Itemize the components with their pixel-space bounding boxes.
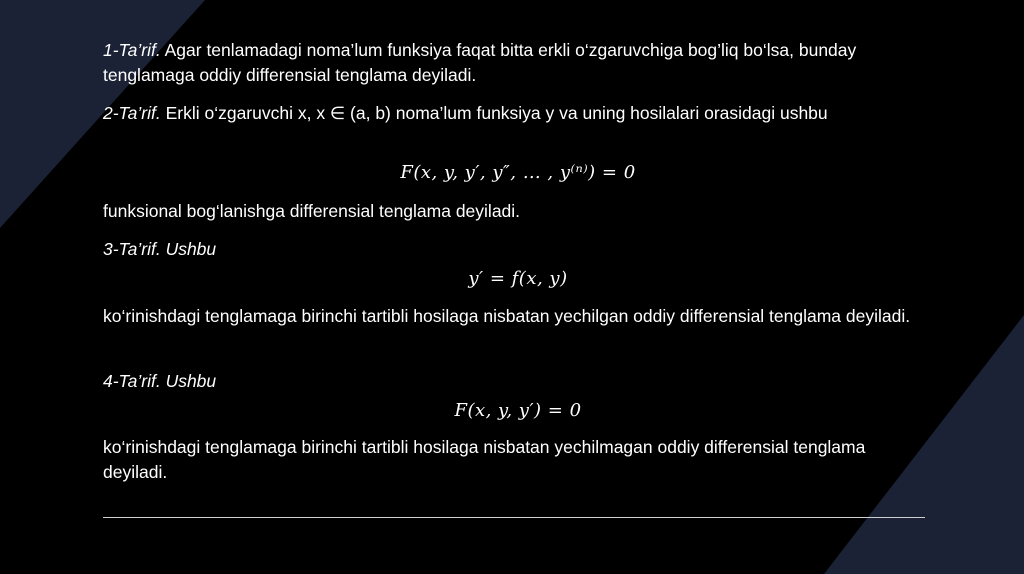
- formula-general-ode: F(x, y, y′, y″, … , y⁽ⁿ⁾) = 0: [400, 162, 636, 183]
- definition-2-conclusion-text: funksional bog‘lanishga differensial tenglama deyiladi.: [103, 201, 521, 221]
- bottom-divider-line: [103, 517, 925, 518]
- definition-2: [103, 101, 828, 126]
- definition-1-text: Agar tenlamadagi noma’lum funksiya faqat bitta erkli o‘zgaruvchiga bog’liq bo‘lsa, bunday tenglamaga oddiy differensial tenglama deyiladi.: [103, 40, 857, 85]
- definition-3-conclusion-text: ko‘rinishdagi tenglamaga birinchi tartibli hosilaga nisbatan yechilgan oddiy differensial tenglama deyiladi.: [103, 306, 911, 326]
- definition-4: [103, 369, 216, 394]
- definition-2-term: 2-Ta’rif.: [103, 103, 161, 123]
- formula-unsolved-ode: F(x, y, y′) = 0: [454, 400, 582, 421]
- definition-4-term: 4-Ta’rif. Ushbu: [103, 371, 217, 391]
- formula-solved-ode: y′ = f(x, y): [468, 268, 568, 289]
- definition-1: [103, 38, 933, 88]
- definition-3-term: 3-Ta’rif. Ushbu: [103, 239, 217, 259]
- definition-2-conclusion: [103, 199, 520, 224]
- definition-3: [103, 237, 216, 262]
- definition-2-text: Erkli o‘zgaruvchi x, x ∈ (a, b) noma’lum funksiya y va uning hosilalari orasidagi ushbu: [160, 103, 828, 123]
- definition-4-conclusion-text: ko‘rinishdagi tenglamaga birinchi tartibli hosilaga nisbatan yechilmagan oddiy differensial tenglama deyiladi.: [103, 437, 866, 482]
- definition-3-conclusion: [103, 304, 910, 329]
- definition-4-conclusion: [103, 435, 933, 485]
- definition-1-term: 1-Ta’rif.: [103, 40, 161, 60]
